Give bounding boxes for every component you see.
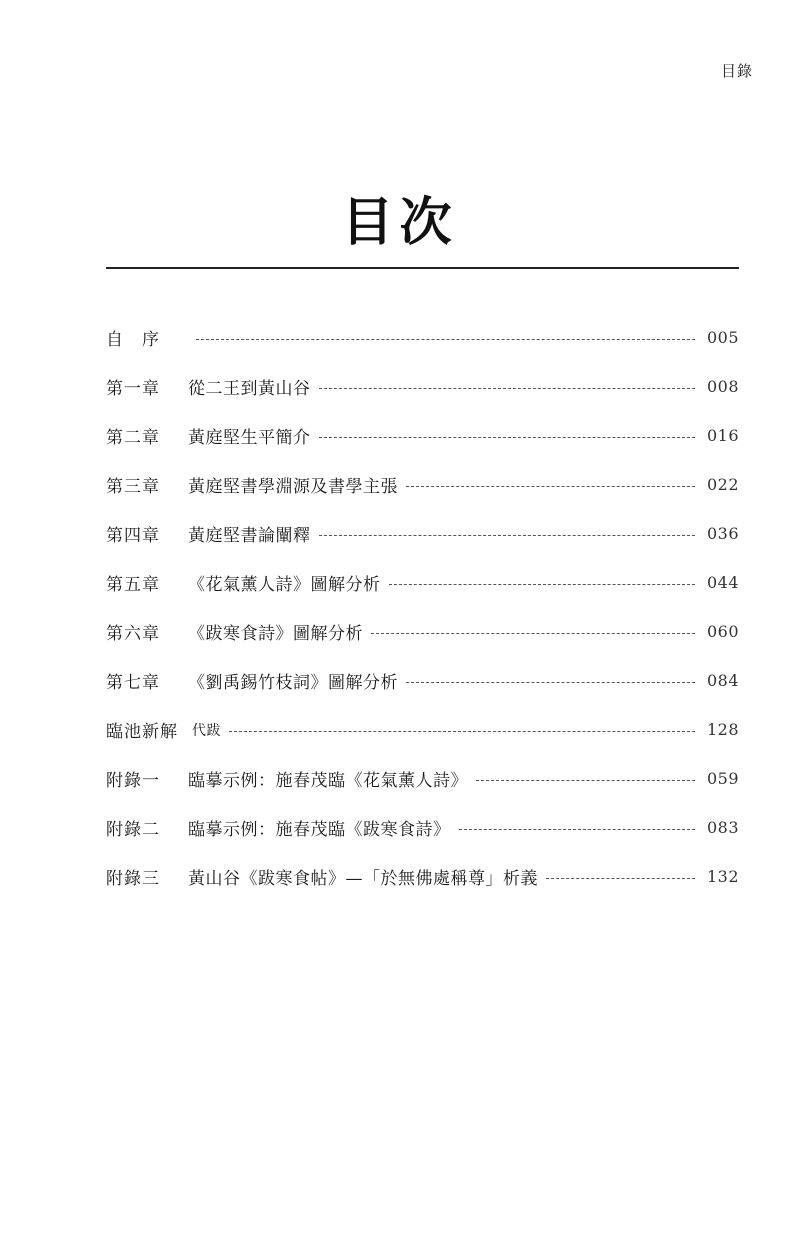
dot-leader [459,829,696,830]
toc-entry-appendix-2[interactable] [106,803,739,852]
toc-entry-title: 黃山谷《跋寒食帖》—「於無佛處稱尊」析義 [188,869,538,889]
toc-entry-title: 黃庭堅書學淵源及書學主張 [188,477,398,497]
table-of-contents [106,313,739,901]
toc-chapter-label: 臨池新解 [106,722,178,742]
toc-page-number: 132 [706,867,739,886]
toc-chapter-label: 第三章 [106,477,160,497]
toc-entry-title: 臨摹示例：施春茂臨《跋寒食詩》 [188,820,451,840]
dot-leader [476,780,695,781]
toc-chapter-label: 附錄二 [106,820,160,840]
toc-entry-afterword[interactable] [106,705,739,754]
toc-page-number: 059 [706,769,739,788]
dot-leader [319,437,696,438]
toc-entry-chapter-1[interactable] [106,362,739,411]
toc-chapter-label: 第二章 [106,428,160,448]
toc-entry-appendix-3[interactable] [106,852,739,901]
toc-chapter-label: 第七章 [106,673,160,693]
toc-entry-title: 從二王到黃山谷 [188,379,311,399]
toc-page-number: 036 [706,524,739,543]
toc-page-number: 044 [706,573,739,592]
running-header: 目錄 [720,62,753,80]
toc-entry-title: 代跋 [192,722,221,739]
toc-entry-chapter-7[interactable] [106,656,739,705]
toc-page-number: 016 [706,426,739,445]
toc-page-number: 005 [706,328,739,347]
toc-chapter-label: 第五章 [106,575,160,595]
toc-page-number: 084 [706,671,739,690]
dot-leader [389,584,696,585]
page-title: 目次 [341,192,458,253]
toc-entry-title: 《跋寒食詩》圖解分析 [188,624,363,644]
toc-chapter-label: 附錄三 [106,869,160,889]
toc-chapter-label: 第一章 [106,379,160,399]
dot-leader [371,633,695,634]
toc-entry-appendix-1[interactable] [106,754,739,803]
toc-entry-chapter-3[interactable] [106,460,739,509]
dot-leader [229,731,695,732]
dot-leader [406,486,695,487]
toc-chapter-label: 第四章 [106,526,160,546]
toc-entry-title: 黃庭堅書論闡釋 [188,526,311,546]
title-divider [106,267,739,269]
toc-entry-title: 黃庭堅生平簡介 [188,428,311,448]
toc-entry-chapter-2[interactable] [106,411,739,460]
toc-page-number: 022 [706,475,739,494]
toc-entry-title: 臨摹示例：施春茂臨《花氣薰人詩》 [188,771,468,791]
dot-leader [196,339,695,340]
toc-entry-title: 《劉禹錫竹枝詞》圖解分析 [188,673,398,693]
dot-leader [319,388,696,389]
dot-leader [406,682,695,683]
toc-page-number: 008 [706,377,739,396]
toc-entry-preface[interactable] [106,313,739,362]
dot-leader [546,878,695,879]
toc-entry-chapter-4[interactable] [106,509,739,558]
toc-chapter-label: 附錄一 [106,771,160,791]
toc-chapter-label: 第六章 [106,624,160,644]
toc-page-number: 083 [706,818,739,837]
toc-page-number: 060 [706,622,739,641]
dot-leader [319,535,696,536]
toc-chapter-label: 自 序 [106,330,160,350]
toc-page-number: 128 [706,720,739,739]
toc-entry-chapter-5[interactable] [106,558,739,607]
toc-entry-title: 《花氣薰人詩》圖解分析 [188,575,381,595]
toc-entry-chapter-6[interactable] [106,607,739,656]
